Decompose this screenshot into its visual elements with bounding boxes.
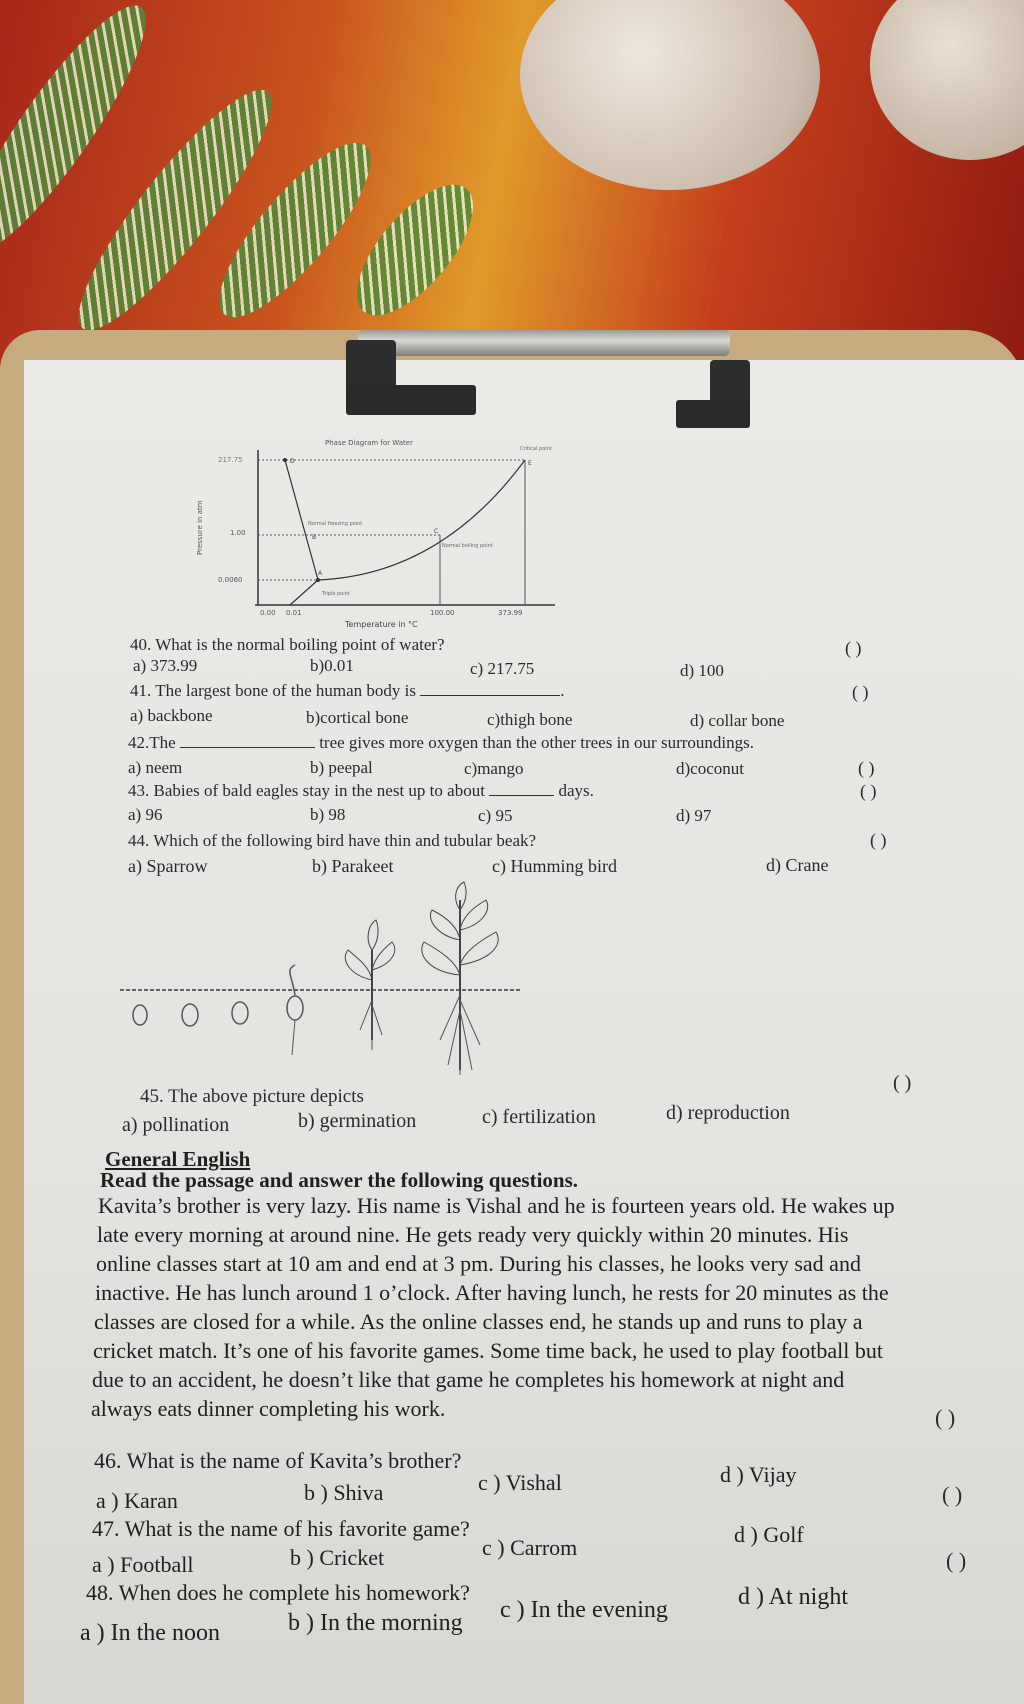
question-46 [94, 1448, 461, 1474]
passage-line: inactive. He has lunch around 1 o’clock. After having lunch, he rests for 20 minutes as the [95, 1280, 889, 1305]
passage-line: always eats dinner completing his work. [91, 1396, 446, 1421]
option[interactable]: a) 373.99 [133, 656, 198, 675]
answer-bracket[interactable]: ( ) [935, 1405, 956, 1430]
germination-picture [120, 880, 520, 1080]
question-41 [130, 681, 564, 701]
plant-leaf [460, 932, 498, 965]
option[interactable]: d) collar bone [690, 711, 785, 730]
seed [133, 1005, 147, 1025]
option[interactable]: a) backbone [130, 706, 213, 725]
question-text: The above picture depicts [168, 1086, 364, 1107]
option[interactable]: b) peepal [310, 758, 373, 777]
phase-boundary [285, 460, 318, 580]
answer-bracket[interactable]: ( ) [942, 1482, 963, 1507]
option[interactable]: b ) Cricket [290, 1545, 385, 1570]
question-number: 42.The [128, 733, 176, 752]
passage-line: classes are closed for a while. As the online classes end, he stands up and runs to play a [94, 1309, 863, 1334]
option[interactable]: b)cortical bone [306, 708, 409, 727]
annotation: Triple point [322, 591, 350, 597]
option[interactable]: d ) At night [738, 1584, 849, 1610]
option[interactable]: a ) In the noon [80, 1620, 220, 1646]
x-tick-label: 0.00 [260, 609, 276, 617]
annotation: Normal freezing point [308, 521, 363, 527]
option[interactable]: a) neem [128, 758, 183, 777]
point-label: E [528, 460, 532, 467]
x-tick-label: 0.01 [286, 609, 302, 617]
question-number: 43. [128, 781, 150, 800]
answer-bracket[interactable]: ( ) [858, 758, 875, 778]
option[interactable]: c) Humming bird [492, 856, 617, 876]
point-marker [283, 458, 287, 462]
plant-leaf [460, 900, 488, 930]
y-axis-label: Pressure in atm [196, 500, 204, 555]
question-text: What is the normal boiling point of water? [155, 635, 445, 654]
option[interactable]: c)mango [464, 759, 524, 778]
point-label: C [434, 528, 439, 535]
option[interactable]: a) Sparrow [128, 856, 208, 876]
point-label: D [290, 458, 295, 465]
question-number: 48. [86, 1580, 114, 1605]
option[interactable]: c) fertilization [482, 1106, 596, 1128]
plant-leaf [372, 942, 395, 970]
question-tail: days. [558, 781, 594, 800]
question-text: Which of the following bird have thin and tubular beak? [153, 831, 537, 850]
option[interactable]: a) pollination [122, 1114, 230, 1136]
question-text: The largest bone of the human body is [155, 681, 416, 700]
passage-line: Kavita’s brother is very lazy. His name is Vishal and he is fourteen years old. He wakes up [98, 1193, 895, 1218]
clip-left-bracket [346, 385, 476, 415]
answer-bracket[interactable]: ( ) [946, 1548, 967, 1573]
phase-boundary [290, 580, 318, 605]
option[interactable]: b) Parakeet [312, 856, 394, 876]
option[interactable]: b)0.01 [310, 656, 354, 675]
seedling-root [292, 1020, 295, 1055]
option[interactable]: b ) Shiva [304, 1480, 384, 1505]
answer-bracket[interactable]: ( ) [893, 1072, 912, 1094]
answer-bracket[interactable]: ( ) [845, 638, 862, 658]
question-number: 46. [94, 1448, 122, 1473]
point-label: A [318, 570, 323, 577]
question-number: 45. [140, 1086, 164, 1107]
question-48 [86, 1580, 470, 1606]
answer-bracket[interactable]: ( ) [870, 830, 887, 850]
option[interactable]: c ) Carrom [482, 1535, 578, 1560]
point-marker [316, 578, 320, 582]
phase-diagram [190, 435, 570, 630]
option[interactable]: d) reproduction [666, 1102, 790, 1124]
x-tick-label: 373.99 [498, 609, 523, 617]
phase-boundary [318, 460, 525, 580]
clip-right-bracket [676, 400, 750, 428]
option[interactable]: d) 100 [680, 661, 724, 680]
option[interactable]: a ) Football [92, 1552, 194, 1577]
x-axis-label: Temperature in °C [345, 620, 418, 629]
option[interactable]: d)coconut [676, 759, 744, 778]
option[interactable]: c ) In the evening [500, 1597, 668, 1623]
annotation: Critical point [520, 446, 552, 452]
question-tail: . [560, 681, 565, 700]
question-number: 44. [128, 831, 150, 850]
question-text: What is the name of his favorite game? [124, 1516, 470, 1541]
y-tick-label: 0.0060 [218, 576, 243, 584]
y-tick-label: 217.75 [218, 456, 243, 464]
option[interactable]: b ) In the morning [288, 1610, 463, 1636]
option[interactable]: d) Crane [766, 855, 829, 875]
question-number: 41. [130, 681, 152, 700]
plant-leaf [430, 910, 460, 940]
answer-bracket[interactable]: ( ) [852, 682, 869, 702]
option[interactable]: b) 98 [310, 805, 346, 824]
clipboard-clip [358, 330, 730, 356]
option[interactable]: c)thigh bone [487, 710, 573, 729]
instruction: Read the passage and answer the following questions. [100, 1168, 579, 1192]
seed [287, 996, 303, 1020]
question-number: 47. [92, 1516, 120, 1541]
plant-leaf [345, 950, 372, 980]
passage-line: late every morning at around nine. He gets ready very quickly within 20 minutes. His [97, 1222, 849, 1247]
fill-blank[interactable] [489, 795, 554, 796]
seed [182, 1004, 198, 1026]
question-text: When does he complete his homework? [118, 1580, 470, 1605]
plant-leaf [422, 942, 460, 975]
question-40 [130, 635, 445, 655]
option[interactable]: d ) Vijay [720, 1462, 797, 1487]
question-text: What is the name of Kavita’s brother? [126, 1448, 462, 1473]
y-tick-label: 1.00 [230, 529, 246, 537]
option[interactable]: a) 96 [128, 805, 163, 824]
diagram-title: Phase Diagram for Water [325, 439, 413, 447]
question-43 [128, 781, 594, 801]
option[interactable]: b) germination [298, 1110, 417, 1132]
question-47 [92, 1516, 470, 1542]
passage-line: online classes start at 10 am and end at 3 pm. During his classes, he looks very sad and [96, 1251, 861, 1276]
option[interactable]: d ) Golf [734, 1522, 804, 1547]
seed [232, 1002, 248, 1024]
question-text: Babies of bald eagles stay in the nest up to about [153, 781, 485, 800]
answer-bracket[interactable]: ( ) [860, 781, 877, 801]
point-label: B [312, 534, 317, 541]
question-text: tree gives more oxygen than the other trees in our surroundings. [319, 733, 754, 752]
x-tick-label: 100.00 [430, 609, 455, 617]
option[interactable]: c) 217.75 [470, 659, 535, 678]
fill-blank[interactable] [180, 747, 315, 748]
option[interactable]: a ) Karan [96, 1488, 178, 1513]
plant-leaf [368, 920, 378, 950]
question-45 [140, 1086, 364, 1108]
passage-line: cricket match. It’s one of his favorite games. Some time back, he used to play football but [93, 1338, 883, 1363]
option[interactable]: c) 95 [478, 806, 513, 825]
option[interactable]: d) 97 [676, 806, 712, 825]
fill-blank[interactable] [420, 695, 560, 696]
passage-line: due to an accident, he doesn’t like that game he completes his homework at night and [92, 1367, 845, 1392]
question-number: 40. [130, 635, 152, 654]
question-42 [128, 733, 754, 753]
option[interactable]: c ) Vishal [478, 1470, 562, 1495]
section-title: General English [105, 1147, 251, 1171]
annotation: Normal boiling point [442, 543, 493, 549]
question-44 [128, 831, 536, 851]
